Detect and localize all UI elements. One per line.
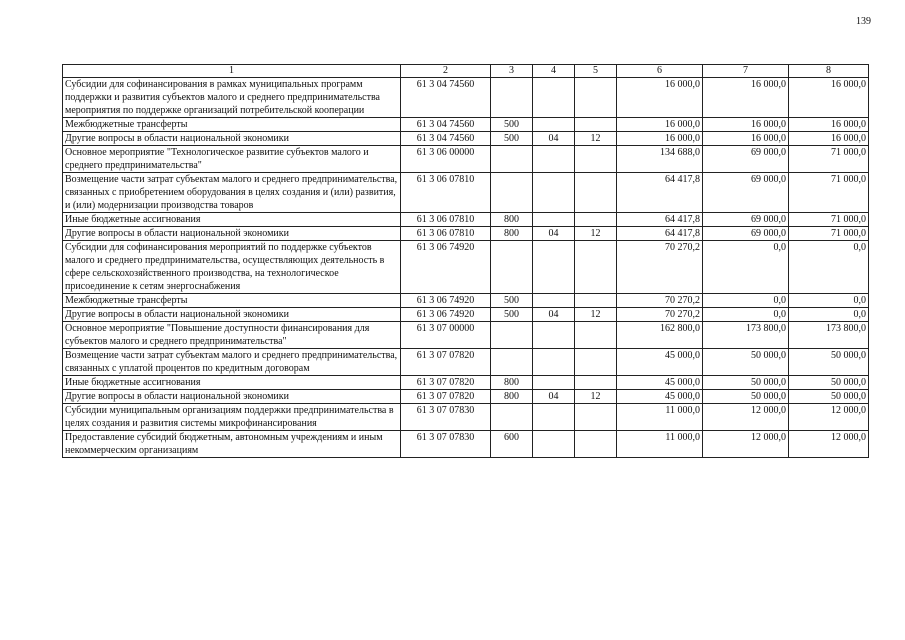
row-value-col7: 69 000,0 (703, 173, 789, 213)
row-value-col6: 64 417,8 (617, 213, 703, 227)
row-value-col8: 0,0 (789, 241, 869, 294)
row-value-col7: 69 000,0 (703, 146, 789, 173)
row-value-col6: 11 000,0 (617, 431, 703, 458)
row-value-col6: 64 417,8 (617, 173, 703, 213)
row-type-cell (491, 404, 533, 431)
row-value-col7: 12 000,0 (703, 431, 789, 458)
column-header-4: 4 (533, 65, 575, 78)
row-section-cell: 04 (533, 308, 575, 322)
row-section-cell: 04 (533, 227, 575, 241)
row-value-col6: 70 270,2 (617, 241, 703, 294)
row-code-cell: 61 3 07 07820 (401, 349, 491, 376)
row-value-col8: 71 000,0 (789, 213, 869, 227)
row-value-col6: 134 688,0 (617, 146, 703, 173)
row-name-cell: Межбюджетные трансферты (63, 118, 401, 132)
row-subsection-cell: 12 (575, 132, 617, 146)
row-value-col8: 71 000,0 (789, 146, 869, 173)
table-row (63, 390, 869, 404)
row-code-cell: 61 3 06 00000 (401, 146, 491, 173)
row-value-col8: 71 000,0 (789, 173, 869, 213)
row-name-cell: Иные бюджетные ассигнования (63, 376, 401, 390)
row-code-cell: 61 3 07 07830 (401, 404, 491, 431)
row-name-cell: Субсидии для софинансирования мероприятий по поддержке субъектов малого и среднего предпринимательства, осуществляющих деятельность в сфере сельскохозяйственного производства, на технологическое присоединение к сетям энергоснабжения (63, 241, 401, 294)
row-name-cell: Другие вопросы в области национальной экономики (63, 132, 401, 146)
row-value-col6: 11 000,0 (617, 404, 703, 431)
row-value-col6: 70 270,2 (617, 308, 703, 322)
row-name-cell: Другие вопросы в области национальной экономики (63, 390, 401, 404)
row-section-cell (533, 431, 575, 458)
row-value-col8: 0,0 (789, 294, 869, 308)
row-subsection-cell (575, 349, 617, 376)
table-row (63, 241, 869, 294)
column-header-2: 2 (401, 65, 491, 78)
header-row (63, 65, 869, 78)
row-name-cell: Другие вопросы в области национальной экономики (63, 308, 401, 322)
row-value-col8: 16 000,0 (789, 118, 869, 132)
table-row (63, 431, 869, 458)
row-subsection-cell (575, 213, 617, 227)
row-subsection-cell: 12 (575, 227, 617, 241)
row-type-cell: 800 (491, 227, 533, 241)
row-name-cell: Предоставление субсидий бюджетным, автономным учреждениям и иным некоммерческим организациям (63, 431, 401, 458)
column-header-6: 6 (617, 65, 703, 78)
table-row (63, 118, 869, 132)
row-name-cell: Субсидии муниципальным организациям поддержки предпринимательства в целях создания и развития системы микрофинансирования (63, 404, 401, 431)
row-type-cell: 800 (491, 390, 533, 404)
row-value-col8: 12 000,0 (789, 404, 869, 431)
row-section-cell (533, 118, 575, 132)
row-value-col6: 64 417,8 (617, 227, 703, 241)
row-code-cell: 61 3 06 07810 (401, 227, 491, 241)
row-value-col6: 45 000,0 (617, 349, 703, 376)
row-type-cell: 800 (491, 213, 533, 227)
row-type-cell (491, 173, 533, 213)
row-section-cell: 04 (533, 390, 575, 404)
column-header-3: 3 (491, 65, 533, 78)
budget-table (62, 64, 869, 458)
row-type-cell (491, 78, 533, 118)
row-value-col7: 50 000,0 (703, 390, 789, 404)
row-code-cell: 61 3 06 07810 (401, 173, 491, 213)
row-code-cell: 61 3 07 07820 (401, 390, 491, 404)
row-value-col8: 0,0 (789, 308, 869, 322)
row-type-cell (491, 349, 533, 376)
table-row (63, 308, 869, 322)
row-subsection-cell (575, 118, 617, 132)
row-type-cell: 800 (491, 376, 533, 390)
table-row (63, 213, 869, 227)
row-value-col7: 16 000,0 (703, 118, 789, 132)
row-value-col6: 16 000,0 (617, 118, 703, 132)
row-subsection-cell (575, 404, 617, 431)
row-name-cell: Другие вопросы в области национальной экономики (63, 227, 401, 241)
row-code-cell: 61 3 04 74560 (401, 78, 491, 118)
row-subsection-cell (575, 294, 617, 308)
table-row (63, 173, 869, 213)
row-type-cell (491, 146, 533, 173)
row-subsection-cell: 12 (575, 308, 617, 322)
row-value-col6: 45 000,0 (617, 376, 703, 390)
column-header-1: 1 (63, 65, 401, 78)
row-code-cell: 61 3 07 00000 (401, 322, 491, 349)
row-value-col8: 50 000,0 (789, 349, 869, 376)
table-row (63, 227, 869, 241)
row-value-col7: 69 000,0 (703, 227, 789, 241)
row-value-col8: 16 000,0 (789, 132, 869, 146)
row-code-cell: 61 3 07 07820 (401, 376, 491, 390)
row-value-col8: 12 000,0 (789, 431, 869, 458)
row-code-cell: 61 3 04 74560 (401, 118, 491, 132)
row-subsection-cell: 12 (575, 390, 617, 404)
row-code-cell: 61 3 06 07810 (401, 213, 491, 227)
row-value-col6: 70 270,2 (617, 294, 703, 308)
row-value-col7: 50 000,0 (703, 376, 789, 390)
table-row (63, 146, 869, 173)
row-type-cell (491, 322, 533, 349)
row-name-cell: Основное мероприятие "Повышение доступности финансирования для субъектов малого и среднего предпринимательства" (63, 322, 401, 349)
row-name-cell: Возмещение части затрат субъектам малого и среднего предпринимательства, связанных с приобретением оборудования в целях создания и (или) развития, и (или) модернизации производства товаров (63, 173, 401, 213)
row-subsection-cell (575, 146, 617, 173)
row-section-cell (533, 294, 575, 308)
row-subsection-cell (575, 322, 617, 349)
column-header-8: 8 (789, 65, 869, 78)
row-subsection-cell (575, 431, 617, 458)
row-value-col6: 16 000,0 (617, 78, 703, 118)
row-section-cell (533, 213, 575, 227)
row-value-col8: 16 000,0 (789, 78, 869, 118)
row-type-cell: 500 (491, 118, 533, 132)
row-type-cell: 600 (491, 431, 533, 458)
table-row (63, 294, 869, 308)
row-code-cell: 61 3 06 74920 (401, 308, 491, 322)
table-row (63, 322, 869, 349)
row-name-cell: Межбюджетные трансферты (63, 294, 401, 308)
row-value-col7: 173 800,0 (703, 322, 789, 349)
table-row (63, 376, 869, 390)
row-section-cell (533, 146, 575, 173)
row-type-cell (491, 241, 533, 294)
row-value-col7: 12 000,0 (703, 404, 789, 431)
row-section-cell (533, 241, 575, 294)
row-value-col7: 69 000,0 (703, 213, 789, 227)
page-number: 139 (856, 16, 871, 27)
row-value-col6: 16 000,0 (617, 132, 703, 146)
row-subsection-cell (575, 173, 617, 213)
row-value-col7: 0,0 (703, 308, 789, 322)
row-subsection-cell (575, 241, 617, 294)
row-value-col7: 50 000,0 (703, 349, 789, 376)
row-section-cell (533, 376, 575, 390)
table-row (63, 78, 869, 118)
table-body (63, 78, 869, 458)
row-section-cell (533, 78, 575, 118)
row-section-cell (533, 173, 575, 213)
row-name-cell: Субсидии для софинансирования в рамках муниципальных программ поддержки и развития субъектов малого и среднего предпринимательства мероприятия по поддержке организаций потребительской кооперации (63, 78, 401, 118)
row-type-cell: 500 (491, 132, 533, 146)
table-row (63, 404, 869, 431)
row-name-cell: Иные бюджетные ассигнования (63, 213, 401, 227)
row-name-cell: Основное мероприятие "Технологическое развитие субъектов малого и среднего предпринимательства" (63, 146, 401, 173)
row-value-col6: 162 800,0 (617, 322, 703, 349)
row-subsection-cell (575, 78, 617, 118)
row-section-cell: 04 (533, 132, 575, 146)
row-value-col7: 16 000,0 (703, 78, 789, 118)
row-code-cell: 61 3 06 74920 (401, 241, 491, 294)
row-section-cell (533, 322, 575, 349)
row-value-col6: 45 000,0 (617, 390, 703, 404)
row-type-cell: 500 (491, 308, 533, 322)
row-value-col8: 71 000,0 (789, 227, 869, 241)
row-value-col7: 16 000,0 (703, 132, 789, 146)
row-value-col7: 0,0 (703, 294, 789, 308)
column-header-7: 7 (703, 65, 789, 78)
row-code-cell: 61 3 06 74920 (401, 294, 491, 308)
row-name-cell: Возмещение части затрат субъектам малого и среднего предпринимательства, связанных с уплатой процентов по кредитным договорам (63, 349, 401, 376)
table-row (63, 132, 869, 146)
row-subsection-cell (575, 376, 617, 390)
row-code-cell: 61 3 07 07830 (401, 431, 491, 458)
row-type-cell: 500 (491, 294, 533, 308)
row-section-cell (533, 349, 575, 376)
row-value-col7: 0,0 (703, 241, 789, 294)
row-value-col8: 50 000,0 (789, 390, 869, 404)
row-value-col8: 50 000,0 (789, 376, 869, 390)
table-row (63, 349, 869, 376)
column-header-5: 5 (575, 65, 617, 78)
row-section-cell (533, 404, 575, 431)
row-code-cell: 61 3 04 74560 (401, 132, 491, 146)
row-value-col8: 173 800,0 (789, 322, 869, 349)
